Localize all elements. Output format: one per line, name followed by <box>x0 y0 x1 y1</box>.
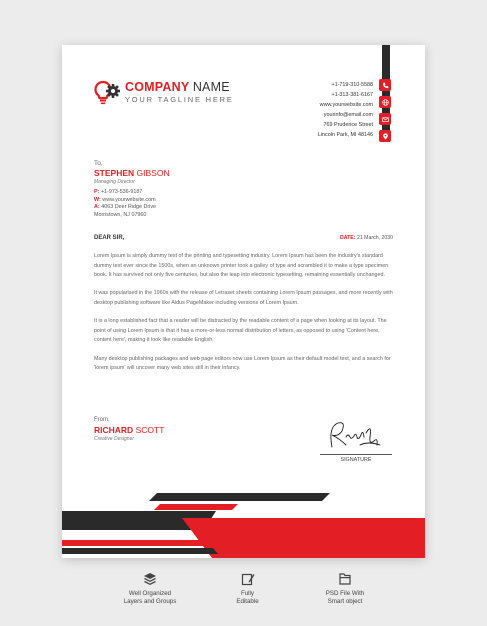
layers-icon <box>143 572 157 586</box>
signature-line <box>320 454 392 455</box>
body-paragraph: Lorem Ipsum is simply dummy text of the printing and typesetting industry. Lorem Ipsum has been the industry's standard dummy text ever since the 1500s, when an unknown printer took a galley of type and scrambled it to make a type specimen book. It has survived not only five centuries, but also the leap into electronic typesetting, remaining essentially unchanged. <box>94 253 389 279</box>
contact-icons <box>379 79 393 147</box>
body-paragraph: It is a long established fact that a reader will be distracted by the readable content of a page when looking at its layout. The point of using Lorem Ipsum is that it has a more-or-less normal distribution of letters, as opposed to using 'Content here, content here', making it look like readable English. <box>94 318 387 344</box>
to-label: To, <box>94 160 103 167</box>
recipient-name <box>94 168 170 179</box>
handwritten-signature <box>320 415 392 455</box>
recipient-block <box>94 160 170 219</box>
recipient-address-label: A: <box>94 204 100 210</box>
feature-line-1: PSD File With <box>325 590 365 597</box>
company-tagline: YOUR TAGLINE HERE <box>125 95 234 104</box>
recipient-last-name: GIBSON <box>136 167 170 178</box>
letter-date <box>340 235 393 241</box>
sender-name <box>94 425 164 436</box>
company-logo <box>94 80 234 106</box>
sender-first-name: RICHARD <box>94 424 134 435</box>
recipient-phone-label: P: <box>94 189 100 195</box>
company-name-light: NAME <box>192 80 230 94</box>
feature-line-1: Well Organized <box>128 590 172 597</box>
feature-line-2: Smart object <box>327 598 363 605</box>
contact-block <box>318 80 373 140</box>
contact-phone-1: +1-719-310-5588 <box>331 82 373 88</box>
footer-red-stripe-bottom <box>62 540 212 546</box>
brand-text <box>125 80 234 104</box>
footer-red-block <box>182 518 425 558</box>
signature-label: SIGNATURE <box>340 457 372 463</box>
location-icon <box>379 130 391 142</box>
feature-list <box>110 572 385 606</box>
globe-icon <box>379 96 391 108</box>
date-label: DATE: <box>340 235 356 241</box>
greeting: DEAR SIR, <box>94 235 125 241</box>
feature-item <box>305 572 385 606</box>
contact-email: yourinfo@email.com <box>323 112 373 118</box>
feature-line-1: Fully <box>240 590 255 597</box>
recipient-address <box>94 204 170 212</box>
footer-dark-stripe-bottom <box>62 548 218 554</box>
contact-website: www.yourwebsite.com <box>319 102 373 108</box>
company-name <box>125 80 234 94</box>
feature-line-2: Editable <box>236 598 259 605</box>
letter-body <box>94 252 394 382</box>
lightbulb-gear-icon <box>94 80 124 106</box>
date-value: 21 March, 2030 <box>356 235 393 241</box>
letterhead-page <box>62 45 425 558</box>
edit-icon <box>241 572 255 586</box>
feature-line-2: Layers and Groups <box>123 598 177 605</box>
recipient-first-name: STEPHEN <box>94 167 135 178</box>
feature-item <box>208 572 288 606</box>
recipient-role: Managing Director <box>94 178 135 185</box>
recipient-web-value: www.yourwebsite.com <box>102 196 156 203</box>
footer-dark-stripe-top <box>149 493 330 501</box>
sender-role: Creative Designer <box>94 435 135 442</box>
from-label: From, <box>94 417 110 423</box>
contact-phone-2: +1-313-381-6167 <box>331 92 373 98</box>
body-paragraph: It was popularised in the 1960s with the release of Letraset sheets containing Lorem Ipsum passages, and more recently with desktop publishing software like Aldus PageMaker including versions of Lorem Ipsum. <box>94 290 393 306</box>
footer-decoration <box>62 493 425 558</box>
feature-item <box>110 572 190 606</box>
recipient-web <box>94 197 170 205</box>
sender-last-name: SCOTT <box>135 424 165 435</box>
footer-red-stripe-short <box>154 504 238 510</box>
contact-address-1: 769 Prudence Street <box>323 122 373 128</box>
contact-address-2: Lincoln Park, MI 48146 <box>317 132 373 138</box>
recipient-address-line-2: Morristown, NJ 07960 <box>94 211 147 218</box>
recipient-phone <box>94 189 170 197</box>
recipient-address-line-1: 4063 Deer Ridge Drive <box>101 204 157 210</box>
company-name-bold: COMPANY <box>125 80 190 94</box>
phone-icon <box>379 79 391 91</box>
body-paragraph: Many desktop publishing packages and web page editors now use Lorem Ipsum as their default model text, and a search for 'lorem ipsum' will uncover many web sites still in their infancy. <box>94 355 391 372</box>
email-icon <box>379 113 391 125</box>
recipient-web-label: W: <box>94 196 101 203</box>
recipient-phone-value: +1-973-536-9187 <box>100 189 143 195</box>
file-icon <box>338 572 352 586</box>
sender-block <box>94 417 164 443</box>
